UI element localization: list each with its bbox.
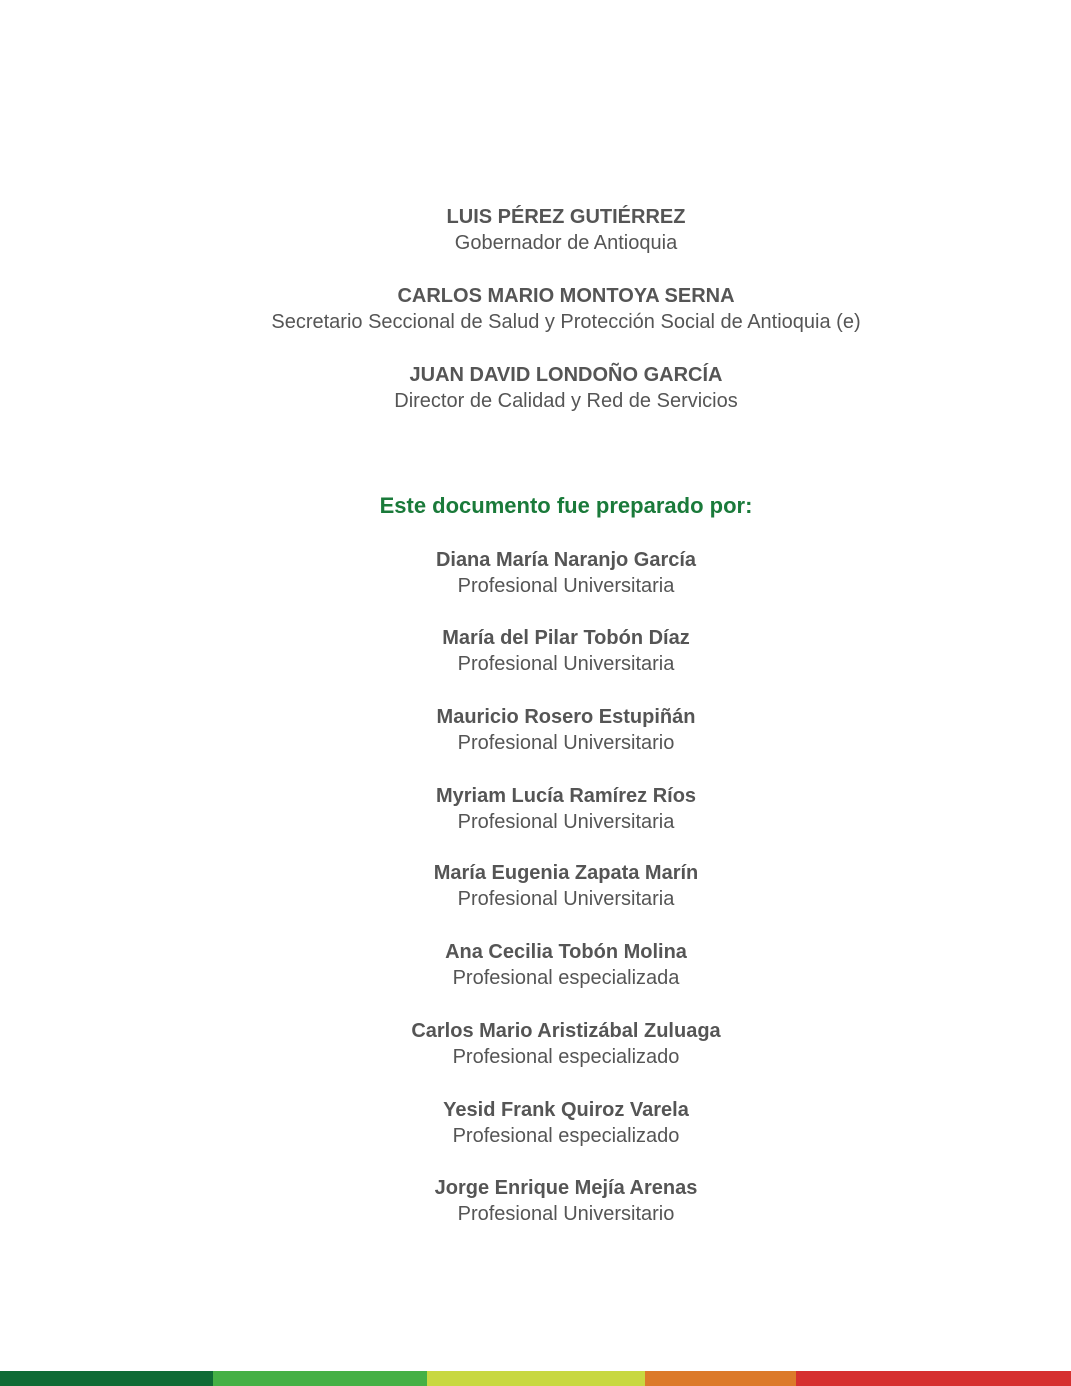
author-role: Profesional especializado xyxy=(452,1125,680,1147)
author-entry xyxy=(0,783,1071,835)
prepared-by-heading: Este documento fue preparado por: xyxy=(379,493,753,518)
author-entry xyxy=(0,1097,1071,1149)
footer-bar-segment xyxy=(427,1371,645,1386)
author-name: Carlos Mario Aristizábal Zuluaga xyxy=(411,1020,721,1042)
author-name: Jorge Enrique Mejía Arenas xyxy=(434,1177,698,1199)
official-entry xyxy=(0,362,1071,414)
author-role: Profesional Universitario xyxy=(457,732,675,754)
author-name: María Eugenia Zapata Marín xyxy=(433,862,699,884)
official-name: LUIS PÉREZ GUTIÉRREZ xyxy=(446,206,686,228)
author-role: Profesional Universitaria xyxy=(457,888,675,910)
author-role: Profesional Universitario xyxy=(457,1203,675,1225)
author-role: Profesional especializada xyxy=(452,967,680,989)
author-role: Profesional Universitaria xyxy=(457,575,675,597)
author-name: Ana Cecilia Tobón Molina xyxy=(445,941,687,963)
author-entry xyxy=(0,625,1071,677)
official-role: Gobernador de Antioquia xyxy=(454,232,678,254)
author-entry xyxy=(0,547,1071,599)
author-name: Yesid Frank Quiroz Varela xyxy=(443,1099,689,1121)
official-entry xyxy=(0,204,1071,256)
author-entry xyxy=(0,939,1071,991)
author-name: Myriam Lucía Ramírez Ríos xyxy=(435,785,697,807)
author-entry xyxy=(0,1018,1071,1070)
author-role: Profesional Universitaria xyxy=(457,811,675,833)
official-role: Secretario Seccional de Salud y Protección Social de Antioquia (e) xyxy=(271,311,861,333)
official-name: JUAN DAVID LONDOÑO GARCÍA xyxy=(409,364,723,386)
author-name: María del Pilar Tobón Díaz xyxy=(442,627,690,649)
author-role: Profesional Universitaria xyxy=(457,653,675,675)
footer-color-bar xyxy=(0,1371,1071,1386)
author-name: Diana María Naranjo García xyxy=(435,549,697,571)
official-entry xyxy=(0,283,1071,335)
author-role: Profesional especializado xyxy=(452,1046,680,1068)
author-entry xyxy=(0,860,1071,912)
footer-bar-segment xyxy=(796,1371,1071,1386)
footer-bar-segment xyxy=(213,1371,427,1386)
footer-bar-segment xyxy=(645,1371,796,1386)
official-role: Director de Calidad y Red de Servicios xyxy=(394,390,738,412)
author-entry xyxy=(0,704,1071,756)
author-entry xyxy=(0,1175,1071,1227)
author-name: Mauricio Rosero Estupiñán xyxy=(436,706,696,728)
official-name: CARLOS MARIO MONTOYA SERNA xyxy=(397,285,735,307)
footer-bar-segment xyxy=(0,1371,213,1386)
